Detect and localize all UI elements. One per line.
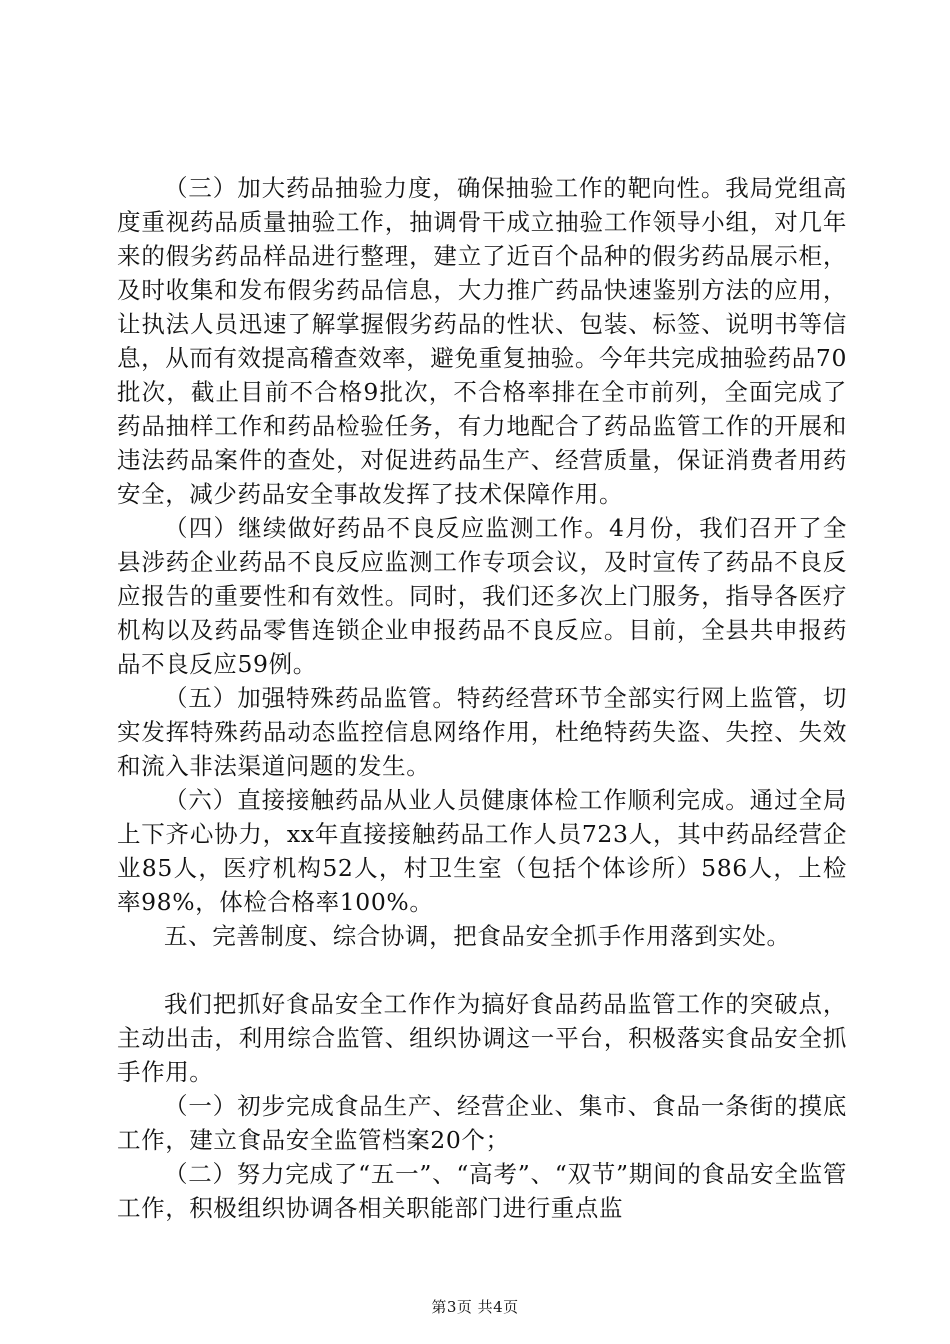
paragraph-holiday-supervision: （二）努力完成了“五一”、“高考”、“双节”期间的食品安全监管工作，积极组织协调各相关职能部门进行重点监 [117, 1160, 847, 1222]
paragraph-health-check: （六）直接接触药品从业人员健康体检工作顺利完成。通过全局上下齐心协力，xx年直接接触药品工作人员723人，其中药品经营企业85人，医疗机构52人，村卫生室（包括个体诊所）586人，上检率98%，体检合格率100%。 [117, 786, 847, 916]
paragraph-adverse-reaction: （四）继续做好药品不良反应监测工作。4月份，我们召开了全县涉药企业药品不良反应监测工作专项会议，及时宣传了药品不良反应报告的重要性和有效性。同时，我们还多次上门服务，指导各医疗机构以及药品零售连锁企业申报药品不良反应。目前，全县共申报药品不良反应59例。 [117, 514, 847, 678]
page-number: 第3页 共4页 [431, 1298, 519, 1316]
paragraph-food-safety-intro: 我们把抓好食品安全工作作为搞好食品药品监管工作的突破点，主动出击，利用综合监管、组织协调这一平台，积极落实食品安全抓手作用。 [117, 990, 847, 1086]
section-heading-food-safety: 五、完善制度、综合协调，把食品安全抓手作用落到实处。 [164, 922, 791, 950]
paragraph-special-drugs: （五）加强特殊药品监管。特药经营环节全部实行网上监管，切实发挥特殊药品动态监控信息网络作用，杜绝特药失盗、失控、失效和流入非法渠道问题的发生。 [117, 684, 847, 780]
document-body [117, 171, 847, 1225]
paragraph-food-survey: （一）初步完成食品生产、经营企业、集市、食品一条街的摸底工作，建立食品安全监管档案20个； [117, 1092, 847, 1154]
paragraph-drug-sampling: （三）加大药品抽验力度，确保抽验工作的靶向性。我局党组高度重视药品质量抽验工作，抽调骨干成立抽验工作领导小组，对几年来的假劣药品样品进行整理，建立了近百个品种的假劣药品展示柜，及时收集和发布假劣药品信息，大力推广药品快速鉴别方法的应用，让执法人员迅速了解掌握假劣药品的性状、包装、标签、说明书等信息，从而有效提高稽查效率，避免重复抽验。今年共完成抽验药品70批次，截止目前不合格9批次，不合格率排在全市前列，全面完成了药品抽样工作和药品检验任务，有力地配合了药品监管工作的开展和违法药品案件的查处，对促进药品生产、经营质量，保证消费者用药安全，减少药品安全事故发挥了技术保障作用。 [117, 174, 848, 508]
